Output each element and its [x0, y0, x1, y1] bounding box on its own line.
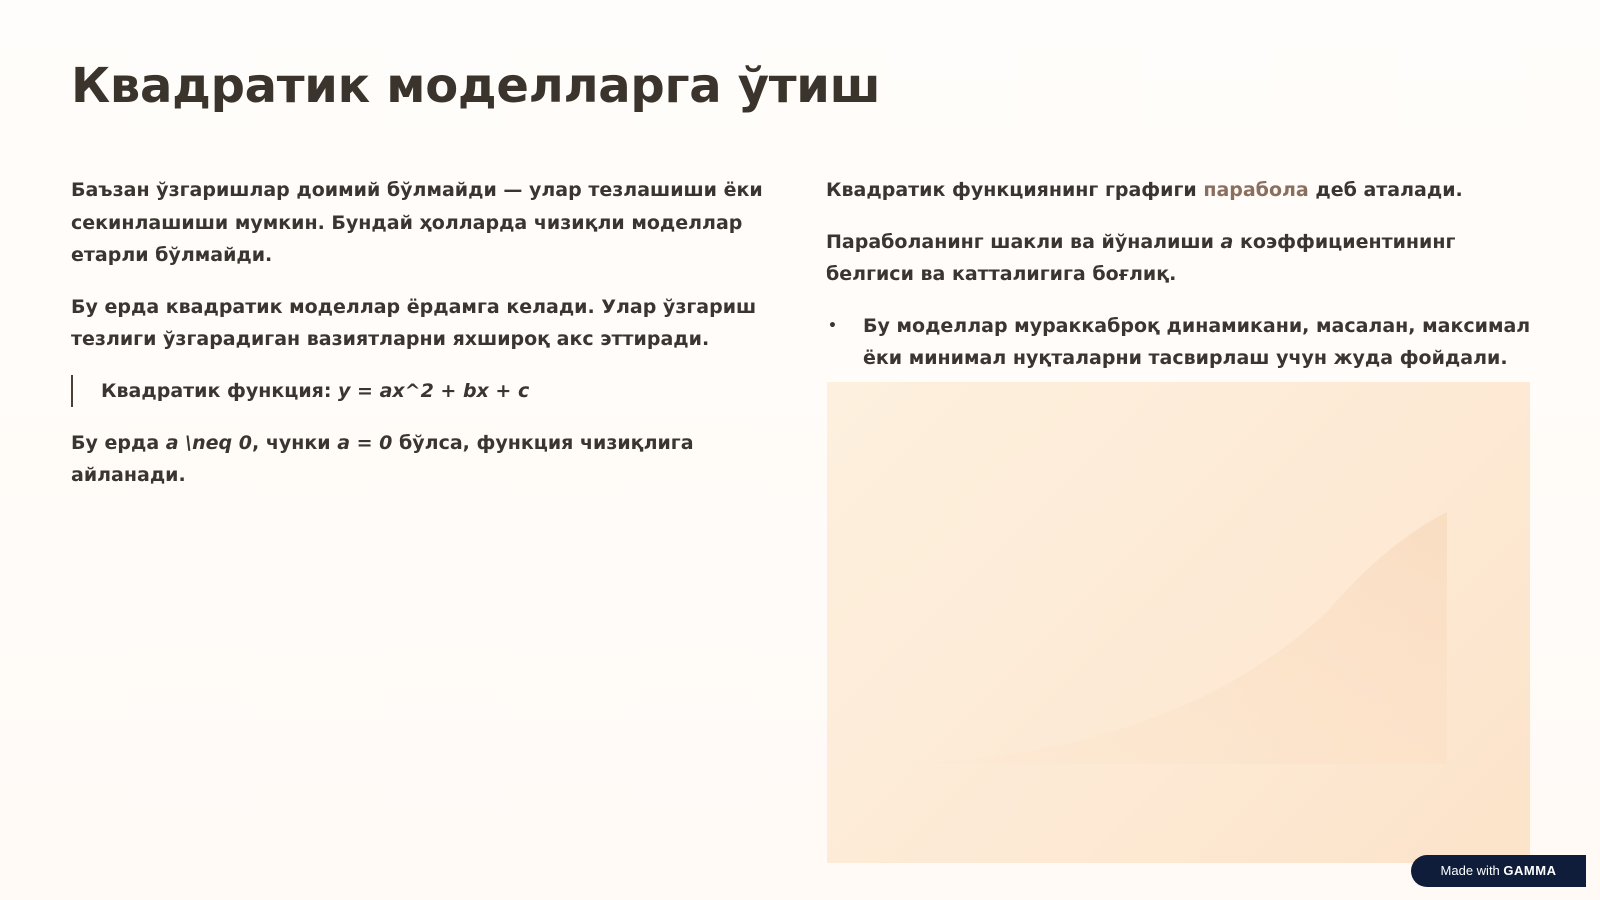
condition-note	[71, 427, 791, 492]
made-with-gamma-badge[interactable]	[1411, 855, 1586, 887]
right-column	[826, 174, 1536, 375]
note-middle: , чунки	[251, 431, 338, 454]
parabola-link[interactable]: парабола	[1203, 179, 1309, 201]
quadratic-formula: y = ax^2 + bx + c	[338, 379, 530, 402]
note-math-neq: a \neq 0	[165, 431, 252, 454]
note-math-eq: a = 0	[337, 431, 393, 454]
bullet-dot-icon: •	[828, 317, 837, 334]
left-column	[71, 174, 791, 511]
shape-prefix: Параболанинг шакли ва йўналиши	[826, 230, 1221, 253]
formula-quote	[71, 375, 791, 407]
parabola-prefix: Квадратик функциянинг графиги	[826, 179, 1204, 201]
bullet-list	[826, 310, 1536, 375]
intro-paragraph: Баъзан ўзгаришлар доимий бўлмайди — улар тезлашиши ёки секинлашиши мумкин. Бундай ҳолларда чизиқли моделлар етарли бўлмайди.	[71, 179, 763, 266]
shape-suffix: коэффициентининг белгиси ва катталигига боғлиқ.	[826, 230, 1456, 285]
formula-label: Квадратик функция:	[101, 379, 339, 402]
slide-title: Квадратик моделларга ўтиш	[71, 58, 881, 114]
shape-math-a: a	[1220, 230, 1234, 253]
note-suffix: бўлса, функция чизиқлига айланади.	[71, 431, 694, 486]
note-prefix: Бу ерда	[71, 431, 166, 454]
shape-paragraph	[826, 226, 1536, 291]
gamma-logo: GAMMA	[1503, 863, 1557, 878]
bullet-text: Бу моделлар мураккаброқ динамикани, масалан, максимал ёки минимал нуқталарни тасвирлаш учун жуда фойдали.	[863, 314, 1531, 369]
soft-curve-shape	[907, 512, 1447, 764]
parabola-paragraph	[826, 174, 1536, 207]
quadratic-models-paragraph: Бу ерда квадратик моделлар ёрдамга келади. Улар ўзгариш тезлиги ўзгарадиган вазиятларни яхшироқ акс эттиради.	[71, 295, 757, 350]
badge-prefix: Made with	[1440, 863, 1504, 878]
parabola-suffix: деб аталади.	[1308, 179, 1463, 201]
illustration-shapes	[827, 382, 1530, 863]
list-item	[826, 310, 1536, 375]
illustration-image	[827, 382, 1530, 863]
